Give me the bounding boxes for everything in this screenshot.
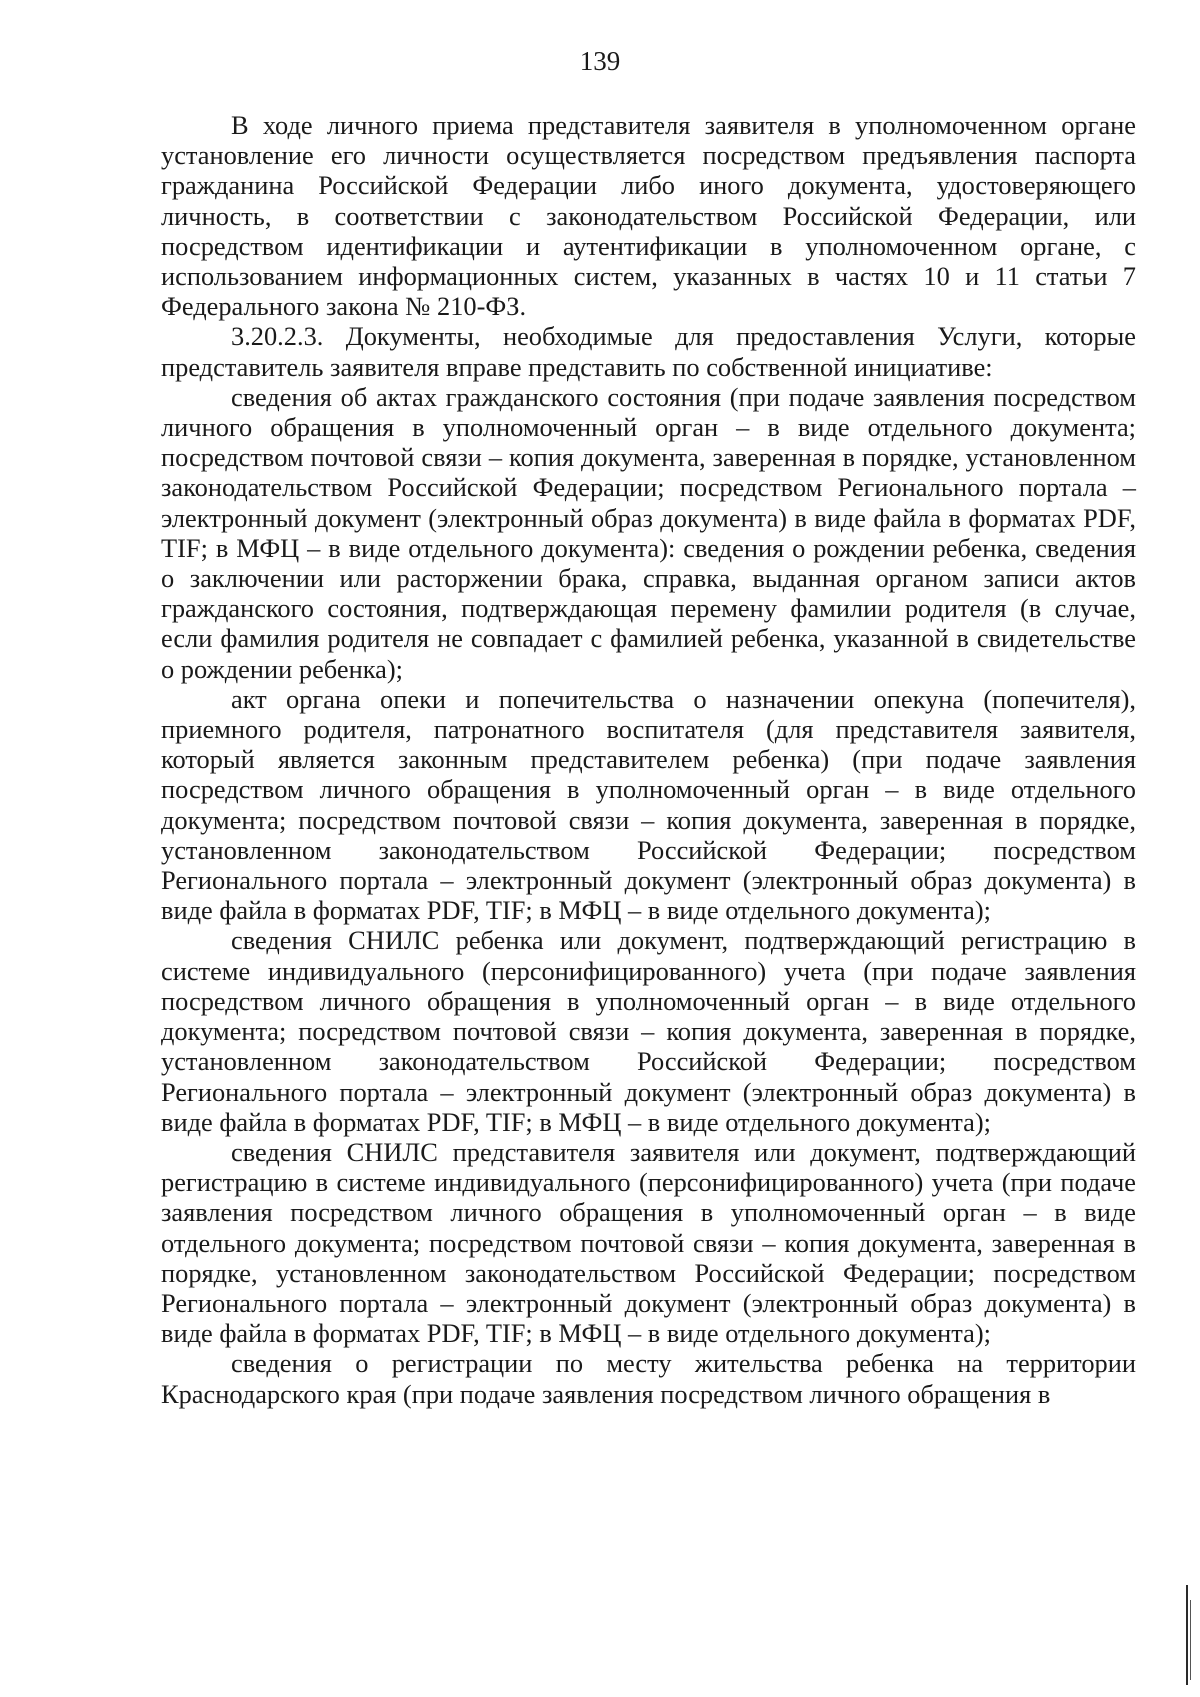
paragraph-child-snils: сведения СНИЛС ребенка или документ, подтверждающий регистрацию в системе индивидуального (персонифицированного) учета (при подаче заявления посредством личного обращения в уполномоченный орган – в виде отдельного документа; посредством почтовой связи – копия документа, заверенная в порядке, установленном законодательством Российской Федерации; посредством Регионального портала – электронный документ (электронный образ документа) в виде файла в форматах PDF, TIF; в МФЦ – в виде отдельного документа); [161,925,1136,1137]
paragraph-residence-registration: сведения о регистрации по месту жительства ребенка на территории Краснодарского края (при подаче заявления посредством личного обращения в [161,1348,1136,1409]
scan-edge-mark-secondary [1190,1600,1191,1680]
scan-edge-mark [1186,1585,1188,1685]
body-text [161,110,1136,1409]
paragraph-representative-snils: сведения СНИЛС представителя заявителя или документ, подтверждающий регистрацию в системе индивидуального (персонифицированного) учета (при подаче заявления посредством личного обращения в уполномоченный орган – в виде отдельного документа; посредством почтовой связи – копия документа, заверенная в порядке, установленном законодательством Российской Федерации; посредством Регионального портала – электронный документ (электронный образ документа) в виде файла в форматах PDF, TIF; в МФЦ – в виде отдельного документа); [161,1136,1136,1349]
paragraph-guardianship-act: акт органа опеки и попечительства о назначении опекуна (попечителя), приемного родителя, патронатного воспитателя (для представителя заявителя, который является законным представителем ребенка) (при подаче заявления посредством личного обращения в уполномоченный орган – в виде отдельного документа; посредством почтовой связи – копия документа, заверенная в порядке, установленном законодательством Российской Федерации; посредством Регионального портала – электронный документ (электронный образ документа) в виде файла в форматах PDF, TIF; в МФЦ – в виде отдельного документа); [161,683,1136,926]
paragraph-section-3-20-2-3: 3.20.2.3. Документы, необходимые для предоставления Услуги, которые представитель заявителя вправе представить по собственной инициативе: [161,321,1136,382]
page-number: 139 [579,46,621,76]
paragraph-civil-status-records: сведения об актах гражданского состояния (при подаче заявления посредством личного обращения в уполномоченный орган – в виде отдельного документа; посредством почтовой связи – копия документа, заверенная в порядке, установленном законодательством Российской Федерации; посредством Регионального портала – электронный документ (электронный образ документа) в виде файла в форматах PDF, TIF; в МФЦ – в виде отдельного документа): сведения о рождении ребенка, сведения о заключении или расторжении брака, справка, выданная органом записи актов гражданского состояния, подтверждающая перемену фамилии родителя (в случае, если фамилия родителя не совпадает с фамилией ребенка, указанной в свидетельстве о рождении ребенка); [161,381,1136,684]
paragraph-identity-verification: В ходе личного приема представителя заявителя в уполномоченном органе установление его личности осуществляется посредством предъявления паспорта гражданина Российской Федерации либо иного документа, удостоверяющего личность, в соответствии с законодательством Российской Федерации, или посредством идентификации и аутентификации в уполномоченном органе, с использованием информационных систем, указанных в частях 10 и 11 статьи 7 Федерального закона № 210-ФЗ. [161,110,1136,322]
